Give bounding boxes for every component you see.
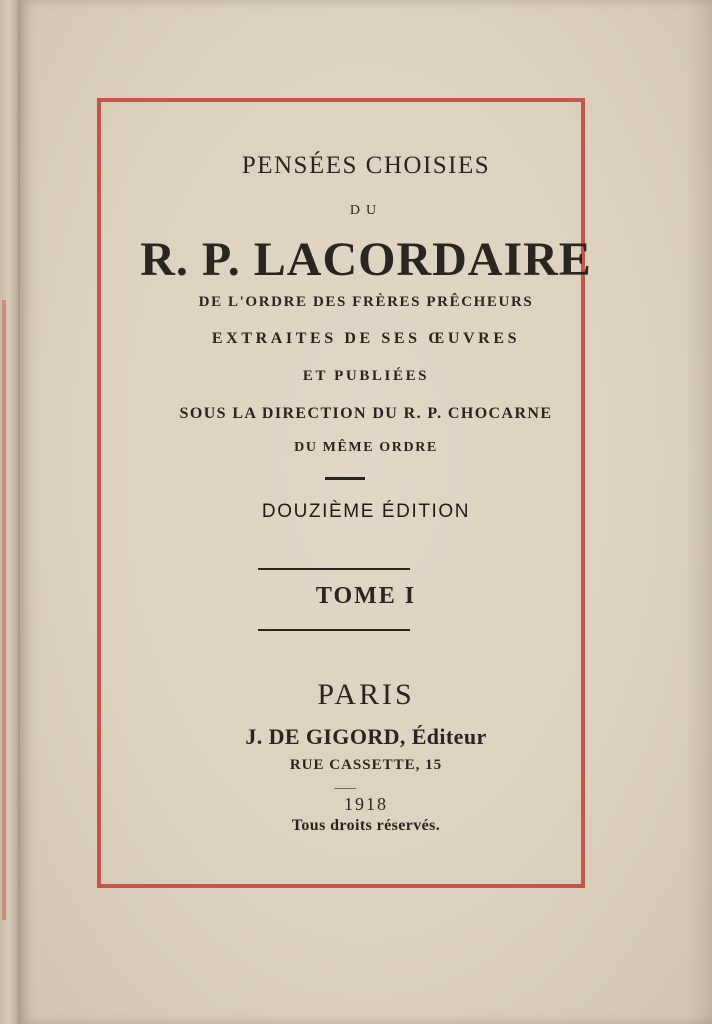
tome-rule-top	[258, 568, 410, 570]
title-connector: DU	[349, 203, 383, 218]
publication-year: 1918	[344, 794, 388, 814]
publisher-address: RUE CASSETTE, 15	[289, 757, 443, 773]
same-order-note: DU MÊME ORDRE	[294, 440, 438, 455]
title-page	[20, 0, 712, 1024]
extraction-note: EXTRAITES DE SES ŒUVRES	[211, 330, 521, 347]
book-title: PENSÉES CHOISIES	[241, 152, 491, 179]
volume-label: TOME I	[315, 583, 417, 609]
adjacent-page-red-border	[2, 300, 6, 920]
edition-label: DOUZIÈME ÉDITION	[261, 501, 471, 522]
publication-city: PARIS	[317, 678, 415, 711]
short-divider	[325, 477, 365, 480]
publisher-name: J. DE GIGORD, Éditeur	[245, 724, 487, 749]
rights-notice: Tous droits réservés.	[291, 817, 441, 834]
tome-rule-bottom	[258, 629, 410, 631]
small-dash	[334, 788, 356, 789]
author-name: R. P. LACORDAIRE	[140, 233, 592, 286]
publication-note: ET PUBLIÉES	[302, 368, 430, 384]
direction-note: SOUS LA DIRECTION DU R. P. CHOCARNE	[179, 405, 553, 422]
author-order: DE L'ORDRE DES FRÈRES PRÊCHEURS	[198, 294, 534, 310]
